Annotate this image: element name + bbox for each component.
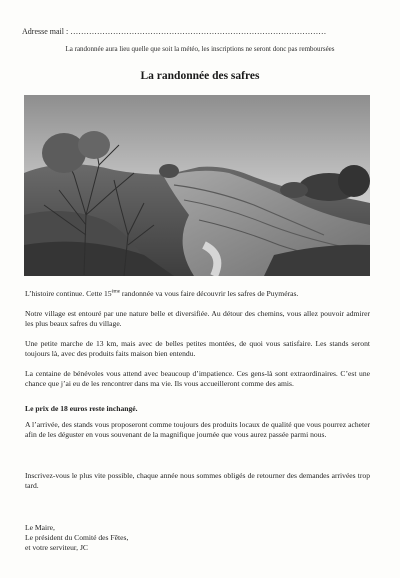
paragraph-intro-text: L’histoire continue. Cette 15: [25, 289, 112, 298]
rain-notice: La randonnée aura lieu quelle que soit la météo, les inscriptions ne seront donc pas remboursées: [65, 45, 335, 53]
signature-line-servant: et votre serviteur, JC: [25, 543, 88, 553]
signature-line-mayor: Le Maire,: [25, 523, 55, 532]
paragraph-intro-text-end: randonnée va vous faire découvrir les safres de Puyméras.: [119, 289, 299, 298]
paragraph-arrival: A l’arrivée, des stands vous proposeront comme toujours des produits locaux de qualité que vous pourrez acheter afin de les déguster en vous souvenant de la magnifique journée que vous aurez passée parmi nous.: [25, 420, 370, 440]
paragraph-walk: Une petite marche de 13 km, mais avec de belles petites montées, de quoi vous satisfaire. Les stands seront toujours là, avec des produits faits maison bien entendu.: [25, 339, 370, 359]
landscape-photo: [24, 95, 370, 276]
paragraph-register: Inscrivez-vous le plus vite possible, chaque année nous sommes obligés de retourner des demandes arrivées trop tard.: [25, 471, 370, 491]
paragraph-village: Notre village est entouré par une nature belle et diversifiée. Au détour des chemins, vous allez pouvoir admirer les plus beaux safres du village.: [25, 309, 370, 329]
ordinal-suffix: ème: [111, 289, 120, 295]
signature-block: [25, 523, 225, 554]
page-title: La randonnée des safres: [140, 70, 260, 82]
signature-line-president: Le président du Comité des Fêtes,: [25, 533, 129, 543]
price-statement: Le prix de 18 euros reste inchangé.: [25, 404, 138, 413]
paragraph-intro: [25, 289, 370, 299]
paragraph-volunteers: La centaine de bénévoles vous attend avec beaucoup d’impatience. Ces gens-là sont extraordinaires. C’est une chance que j’ai eu de les rencontrer dans ma vie. Ils vous accueilleront comme des amis.: [25, 369, 370, 389]
email-field-label: Adresse mail : ……………………………………………………………………………………: [22, 27, 327, 36]
